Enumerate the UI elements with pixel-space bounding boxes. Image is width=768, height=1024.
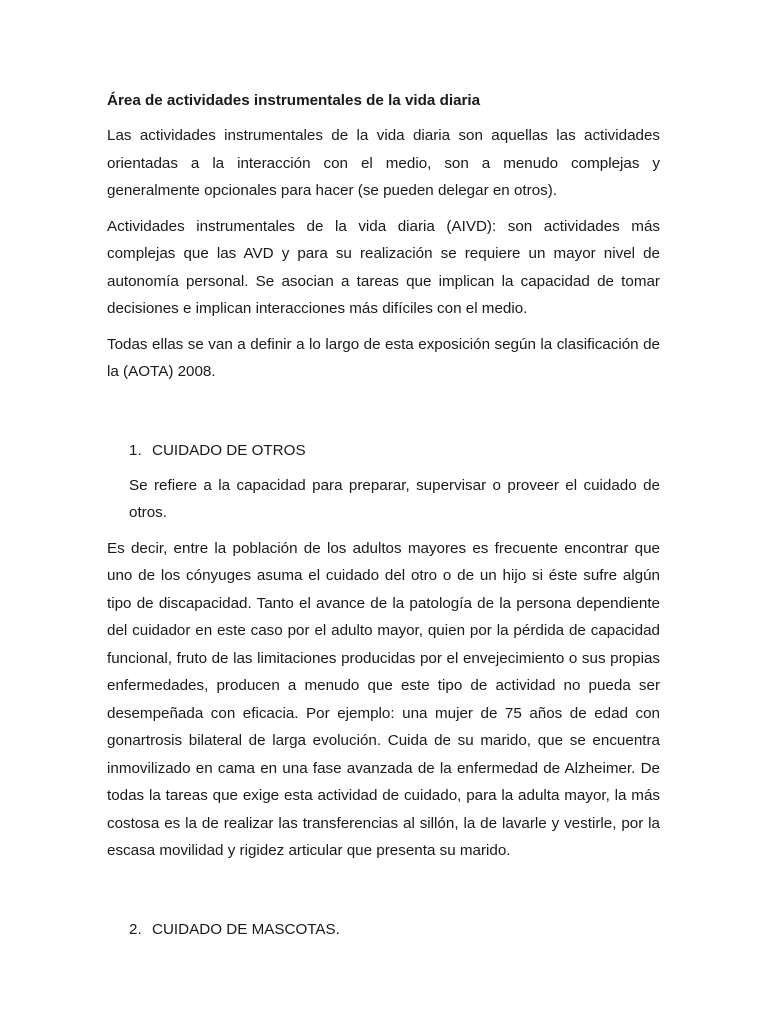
list-number: 2. [129,920,142,938]
list-item-description: Se refiere a la capacidad para preparar, supervisar o proveer el cuidado de otros. [129,476,660,521]
spacer [107,873,660,917]
document-content [107,88,660,943]
section-heading: Área de actividades instrumentales de la vida diaria [107,92,481,109]
paragraph-cuidado-de-otros-body: Es decir, entre la población de los adultos mayores es frecuente encontrar que uno de los cónyuges asuma el cuidado del otro o de un hijo si éste sufre algún tipo de discapacidad. Tanto el avance de la patología de la persona dependiente del cuidador en este caso por el adulto mayor, quien por la pérdida de capacidad funcional, fruto de las limitaciones producidas por el envejecimiento o sus propias enfermedades, producen a menudo que este tipo de actividad no pueda ser desempeñada con eficacia. Por ejemplo: una mujer de 75 años de edad con gonartrosis bilateral de larga evolución. Cuida de su marido, que se encuentra inmovilizado en cama en una fase avanzada de la enfermedad de Alzheimer. De todas la tareas que exige esta actividad de cuidado, para la adulta mayor, la más costosa es la de realizar las transferencias al sillón, la de lavarle y vestirle, por la escasa movilidad y rigidez articular que presenta su marido. [107,539,660,859]
list-number: 1. [129,441,142,459]
list-title: CUIDADO DE MASCOTAS. [152,920,340,938]
paragraph-aota-classification: Todas ellas se van a definir a lo largo de esta exposición según la clasificación de la (AOTA) 2008. [107,335,660,380]
list-title: CUIDADO DE OTROS [152,441,306,459]
paragraph-aivd-definition: Actividades instrumentales de la vida diaria (AIVD): son actividades más complejas que las AVD y para su realización se requiere un mayor nivel de autonomía personal. Se asocian a tareas que implican la capacidad de tomar decisiones e implican interacciones más difíciles con el medio. [107,217,660,317]
list-item-cuidado-de-mascotas [129,917,660,943]
paragraph-intro: Las actividades instrumentales de la vida diaria son aquellas las actividades orientadas a la interacción con el medio, son a menudo complejas y generalmente opcionales para hacer (se pueden delegar en otros). [107,127,660,199]
spacer [107,394,660,438]
list-item-cuidado-de-otros [129,438,660,464]
